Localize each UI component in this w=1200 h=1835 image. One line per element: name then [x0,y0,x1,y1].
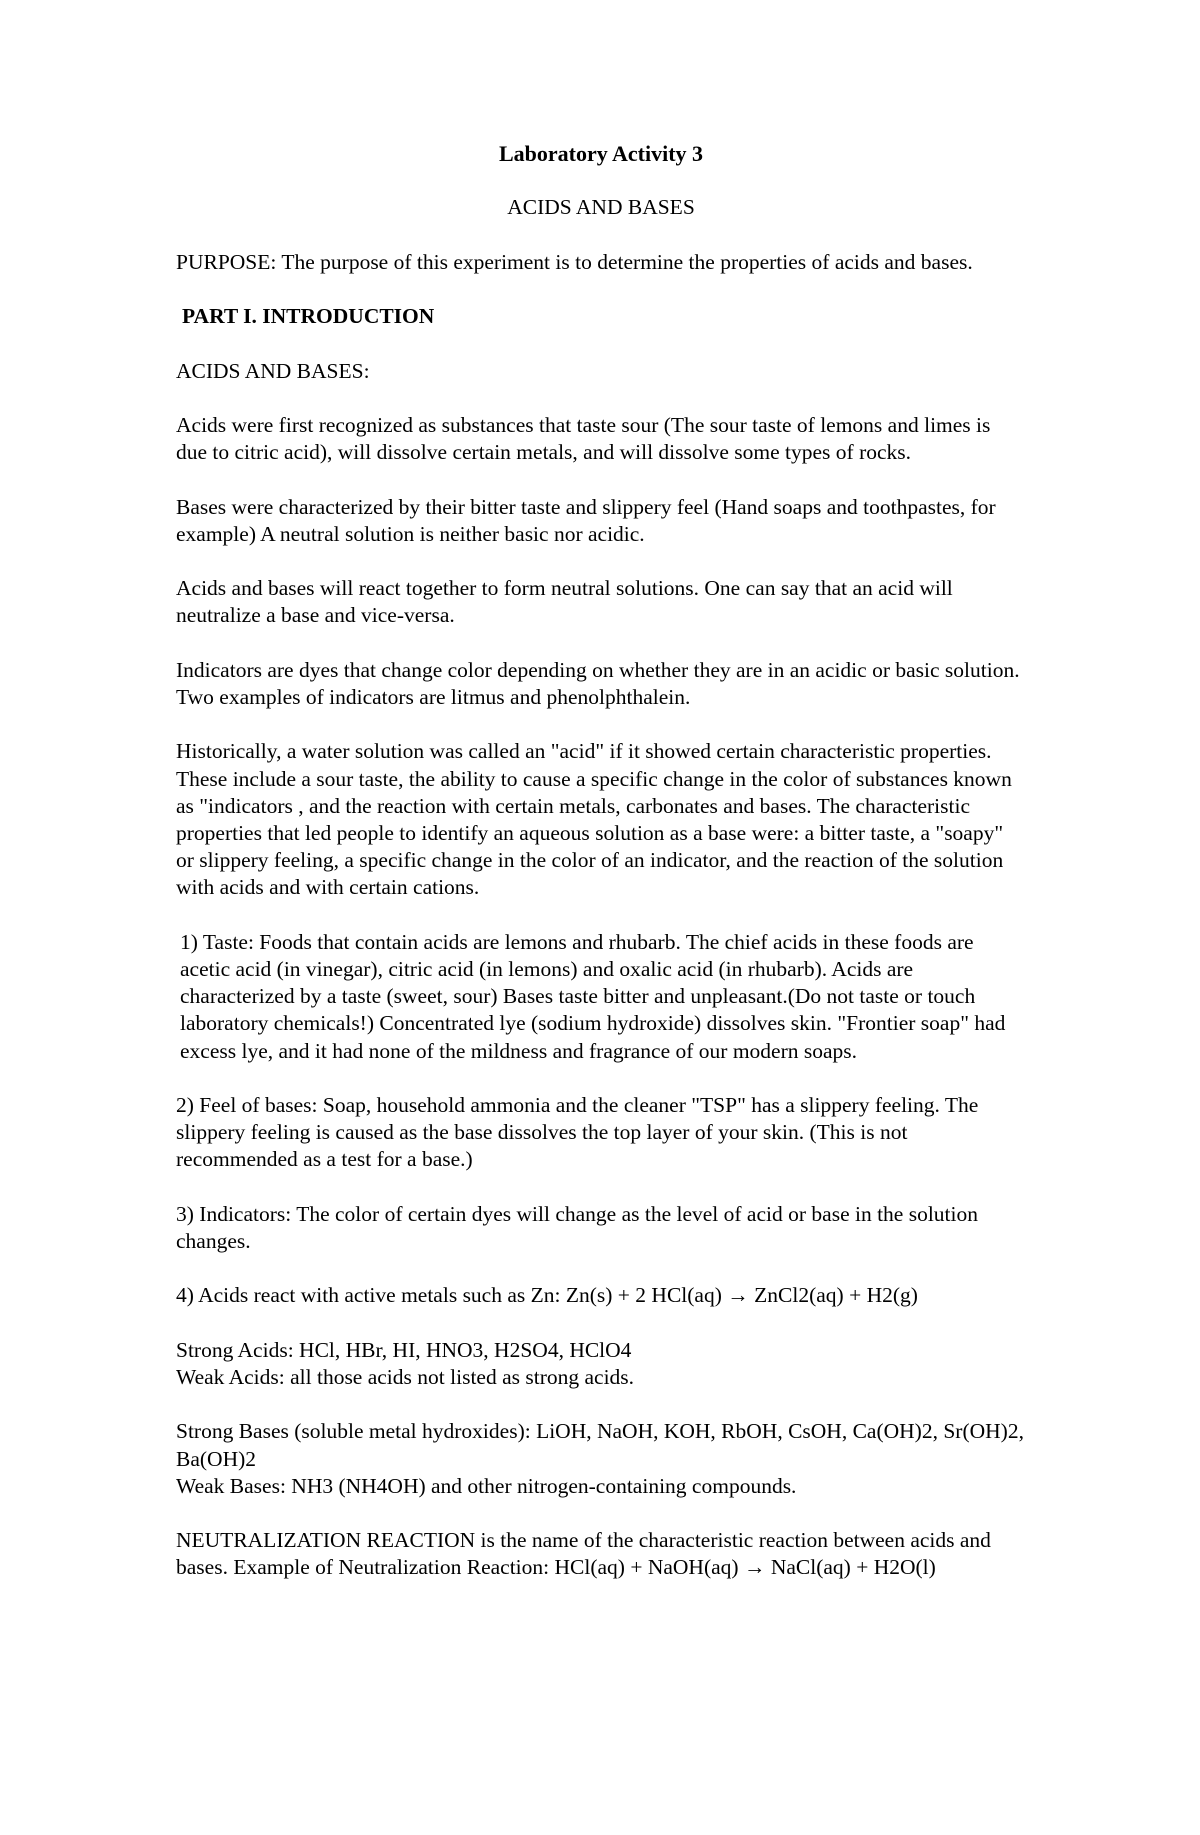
weak-acids-line: Weak Acids: all those acids not listed as strong acids. [176,1364,635,1389]
weak-bases-line: Weak Bases: NH3 (NH4OH) and other nitrogen-containing compounds. [176,1473,797,1498]
document-body [176,140,1026,1609]
item-indicators: 3) Indicators: The color of certain dyes will change as the level of acid or base in the solution changes. [176,1201,979,1253]
strong-bases-line: Strong Bases (soluble metal hydroxides): LiOH, NaOH, KOH, RbOH, CsOH, Ca(OH)2, Sr(OH)2, Ba(OH)2 [176,1419,1024,1471]
item-active-metals: 4) Acids react with active metals such as Zn: Zn(s) + 2 HCl(aq) → ZnCl2(aq) + H2(g) [176,1283,918,1308]
paragraph-neutral-solutions: Acids and bases will react together to form neutral solutions. One can say that an acid will neutralize a base and vice-versa. [176,576,953,628]
paragraph-bases-characterized: Bases were characterized by their bitter taste and slippery feel (Hand soaps and toothpastes, for example) A neutral solution is neither basic nor acidic. [176,494,996,546]
neutralization-paragraph: NEUTRALIZATION REACTION is the name of the characteristic reaction between acids and bases. Example of Neutralization Reaction: HCl(aq) + NaOH(aq) → NaCl(aq) + H2O(l) [176,1528,991,1580]
document-title: Laboratory Activity 3 [498,141,704,166]
section-heading: ACIDS AND BASES: [176,358,370,383]
paragraph-indicators: Indicators are dyes that change color depending on whether they are in an acidic or basic solution. Two examples of indicators are litmus and phenolphthalein. [176,657,1020,709]
paragraph-acids-recognized: Acids were first recognized as substances that taste sour (The sour taste of lemons and limes is due to citric acid), will dissolve certain metals, and will dissolve some types of rocks. [176,412,991,465]
document-subtitle: ACIDS AND BASES [507,195,695,220]
item-taste: 1) Taste: Foods that contain acids are lemons and rhubarb. The chief acids in these foods are acetic acid (in vinegar), citric acid (in lemons) and oxalic acid (in rhubarb). Acids are characterized by a taste (sweet, sour) Bases taste bitter and unpleasant.(Do not taste or touch laboratory chemicals!) Concentrated lye (sodium hydroxide) dissolves skin. "Frontier soap" had excess lye, and it had none of the mildness and fragrance of our modern soaps. [180,929,1006,1063]
purpose-paragraph: PURPOSE: The purpose of this experiment is to determine the properties of acids and bases. [176,249,973,274]
paragraph-historically: Historically, a water solution was called an "acid" if it showed certain characteristic properties. These include a sour taste, the ability to cause a specific change in the color of substances known as "indicators , and the reaction with certain metals, carbonates and bases. The characteristic properties that led people to identify an aqueous solution as a base were: a bitter taste, a "soapy" or slippery feeling, a specific change in the color of an indicator, and the reaction of the solution with acids and with certain cations. [176,739,1012,900]
item-feel-of-bases: 2) Feel of bases: Soap, household ammonia and the cleaner "TSP" has a slippery feeling. The slippery feeling is caused as the base dissolves the top layer of your skin. (This is not recommended as a test for a base.) [176,1092,979,1172]
part-one-heading: PART I. INTRODUCTION [182,304,435,329]
strong-acids-line: Strong Acids: HCl, HBr, HI, HNO3, H2SO4, HClO4 [176,1337,632,1362]
